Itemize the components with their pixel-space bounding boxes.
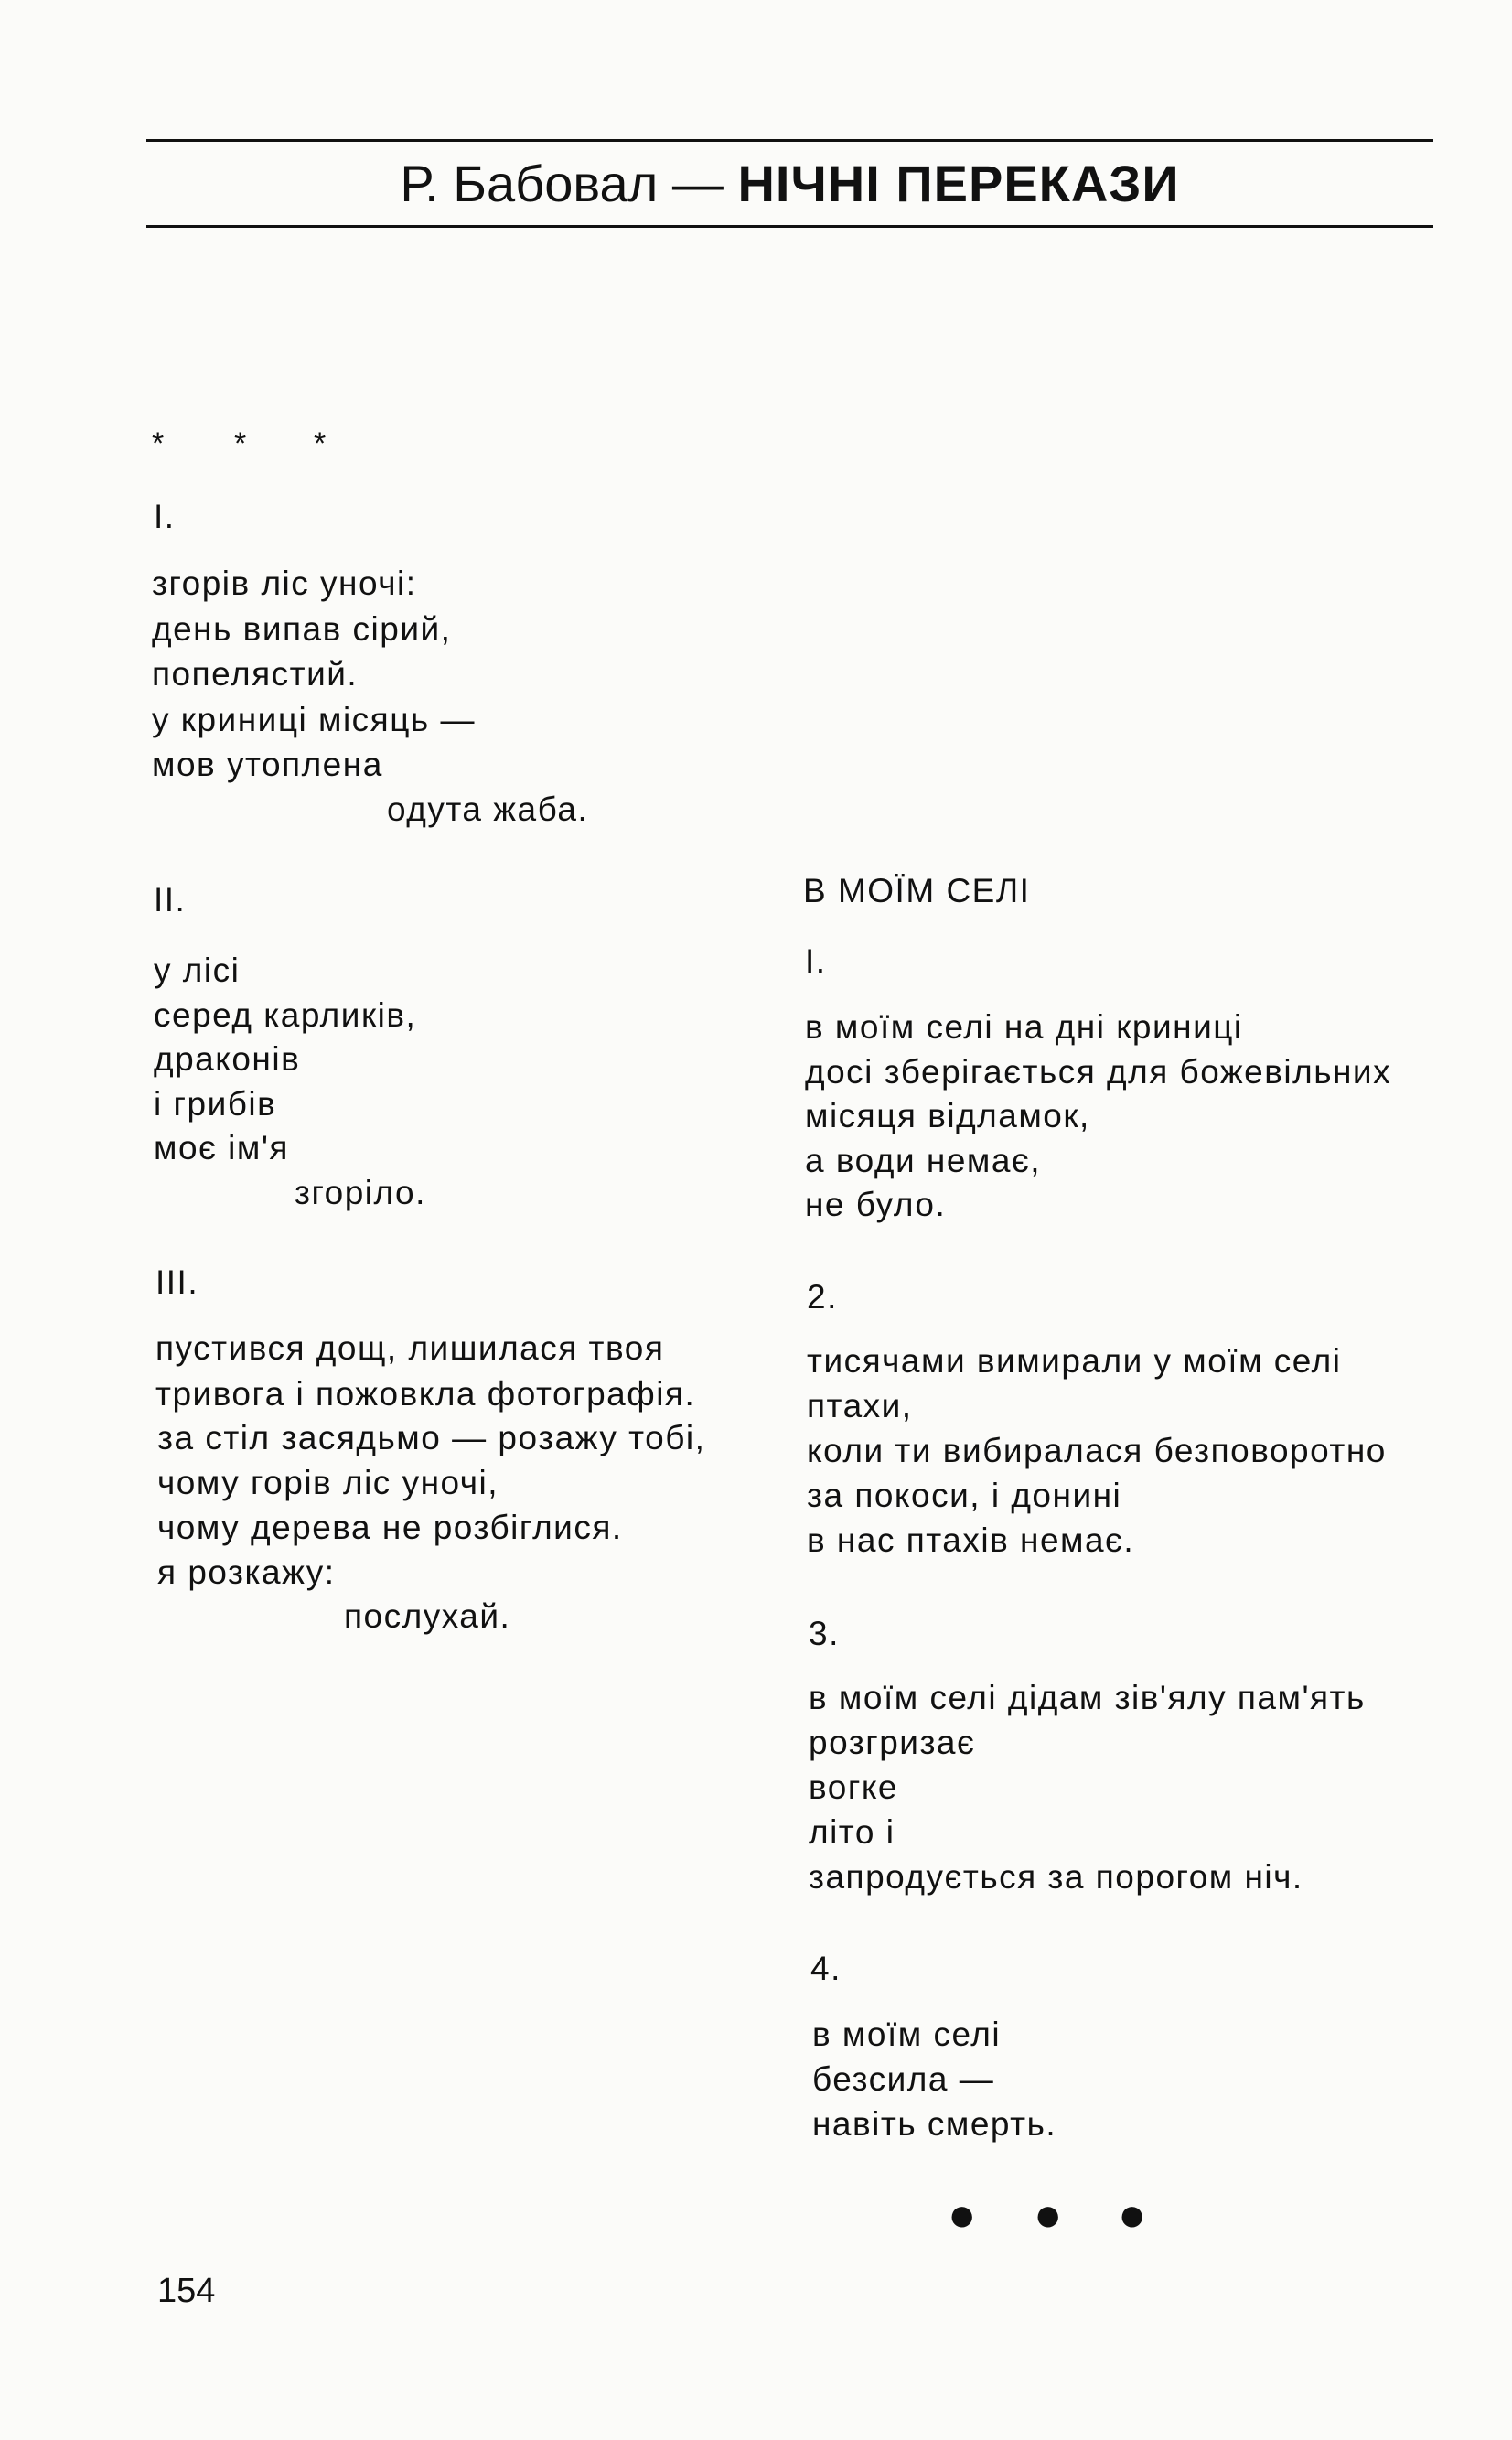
header-dash: — [671, 155, 724, 212]
verse-line: моє ім'я [154, 1129, 289, 1166]
verse-line: згоріло. [295, 1174, 426, 1211]
section-number: I. [805, 942, 827, 980]
verse-line: коли ти вибиралася безповоротно [807, 1432, 1387, 1469]
verse-line: в моїм селі дідам зів'ялу пам'ять [809, 1679, 1366, 1716]
verse-line: тисячами вимирали у моїм селі [807, 1342, 1342, 1380]
section-number: II. [154, 881, 187, 919]
ending-dot: ● [1034, 2188, 1063, 2241]
verse-line: навіть смерть. [812, 2105, 1057, 2143]
verse-line: запродується за порогом ніч. [809, 1858, 1303, 1896]
verse-line: я розкажу: [157, 1553, 336, 1591]
verse-line: розгризає [809, 1724, 976, 1761]
separator-asterisk: * [314, 426, 327, 461]
verse-line: чому горів ліс уночі, [157, 1464, 499, 1501]
separator-asterisk: * [152, 426, 165, 461]
verse-line: в нас птахів немає. [807, 1521, 1135, 1559]
header-bottom-rule [146, 225, 1433, 228]
verse-line: в моїм селі [812, 2015, 1002, 2053]
verse-line: день випав сірий, [152, 610, 452, 648]
running-header [146, 148, 1433, 220]
header-top-rule [146, 139, 1433, 142]
verse-line: мов утоплена [152, 746, 383, 783]
header-author: Р. Бабовал [400, 155, 659, 212]
verse-line: попелястий. [152, 655, 359, 693]
verse-line: літо і [809, 1813, 895, 1851]
verse-line: драконів [154, 1040, 301, 1078]
page-number: 154 [157, 2272, 216, 2310]
verse-line: вогке [809, 1768, 898, 1806]
section-number: I. [154, 498, 176, 535]
verse-line: у криниці місяць — [152, 701, 476, 738]
section-number: 3. [809, 1615, 840, 1652]
section-number: 4. [810, 1950, 842, 1987]
verse-line: пустився дощ, лишилася твоя [155, 1329, 665, 1367]
verse-line: серед карликів, [154, 996, 417, 1034]
verse-line: тривога і пожовкла фотографія. [155, 1375, 696, 1413]
verse-line: місяця відламок, [805, 1097, 1090, 1134]
verse-line: а води немає, [805, 1142, 1042, 1179]
verse-line: послухай. [344, 1597, 511, 1635]
verse-line: в моїм селі на дні криниці [805, 1008, 1243, 1046]
poem-title: В МОЇМ СЕЛІ [803, 872, 1031, 909]
section-number: III. [155, 1263, 199, 1301]
verse-line: чому дерева не розбіглися. [157, 1509, 623, 1546]
separator-asterisk: * [234, 426, 247, 461]
verse-line: згорів ліс уночі: [152, 564, 417, 602]
ending-dot: ● [948, 2188, 977, 2241]
verse-line: безсила — [812, 2060, 995, 2098]
verse-line: за покоси, і донині [807, 1477, 1122, 1514]
verse-line: не було. [805, 1186, 947, 1223]
verse-line: і грибів [154, 1085, 277, 1123]
ending-dot: ● [1118, 2188, 1147, 2241]
verse-line: птахи, [807, 1387, 913, 1424]
verse-line: одута жаба. [387, 790, 589, 828]
header-title: НІЧНІ ПЕРЕКАЗИ [737, 155, 1180, 212]
verse-line: досі зберігається для божевільних [805, 1053, 1392, 1091]
verse-line: за стіл засядьмо — розажу тобі, [157, 1419, 706, 1456]
section-number: 2. [807, 1278, 838, 1316]
verse-line: у лісі [154, 951, 241, 989]
